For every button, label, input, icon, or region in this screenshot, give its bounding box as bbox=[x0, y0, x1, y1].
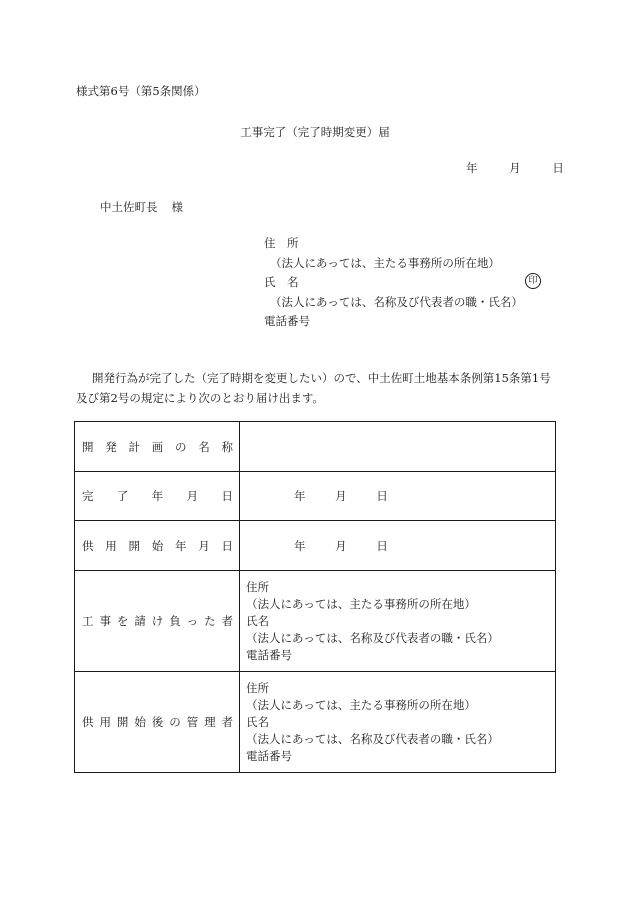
label-char: 開 bbox=[116, 715, 129, 729]
label-char: 画 bbox=[151, 439, 164, 454]
label-char: け bbox=[151, 614, 164, 628]
table-row bbox=[75, 472, 556, 521]
applicant-name-note: （法人にあっては、名称及び代表者の職・氏名） bbox=[270, 294, 523, 309]
applicant-name-label: 氏 名 bbox=[264, 275, 299, 289]
contractor-phone-label: 電話番号 bbox=[246, 647, 292, 662]
row-label-completion-date bbox=[75, 488, 239, 504]
label-char: た bbox=[204, 614, 216, 628]
label-char: 供 bbox=[82, 538, 94, 553]
date-month-unit: 月 bbox=[509, 161, 521, 175]
date-year-unit: 年 bbox=[466, 161, 478, 175]
label-cell bbox=[75, 422, 240, 472]
label-char: の bbox=[169, 715, 181, 729]
label-cell bbox=[75, 672, 240, 773]
label-char: 年 bbox=[175, 538, 187, 553]
label-char: 始 bbox=[134, 715, 146, 729]
submission-date bbox=[466, 160, 564, 176]
seal-mark: 印 bbox=[525, 273, 541, 289]
addressee bbox=[100, 199, 183, 215]
row-label-contractor bbox=[75, 613, 239, 629]
table-row bbox=[75, 521, 556, 571]
completion-year-unit: 年 bbox=[294, 489, 306, 503]
document-title: 工事完了（完了時期変更）届 bbox=[240, 125, 390, 139]
label-char: 理 bbox=[204, 715, 216, 729]
completion-month-unit: 月 bbox=[335, 489, 347, 503]
label-char: 請 bbox=[134, 614, 146, 628]
label-char: 負 bbox=[169, 614, 181, 628]
label-char: 名 bbox=[198, 439, 210, 454]
contractor-address-note: （法人にあっては、主たる事務所の所在地） bbox=[246, 596, 476, 611]
table-row bbox=[75, 571, 556, 672]
manager-field[interactable] bbox=[240, 672, 556, 773]
contractor-field[interactable] bbox=[240, 571, 556, 672]
row-label-development-plan-name bbox=[75, 439, 239, 455]
label-char: 年 bbox=[151, 489, 164, 503]
completion-day-unit: 日 bbox=[376, 489, 388, 503]
label-cell bbox=[75, 472, 240, 521]
label-char: 供 bbox=[82, 715, 94, 729]
label-char: 始 bbox=[151, 538, 164, 553]
body-text: 開発行為が完了した（完了時期を変更したい）ので、中土佐町土地基本条例第15条第1号及び第2号の規定により次のとおり届け出ます。 bbox=[76, 371, 551, 405]
label-char: 開 bbox=[82, 439, 94, 454]
label-char: を bbox=[116, 614, 129, 628]
label-char: の bbox=[175, 439, 187, 454]
date-day-unit: 日 bbox=[552, 161, 564, 175]
table-row bbox=[75, 672, 556, 773]
completion-date-field[interactable] bbox=[240, 472, 556, 521]
label-char: 計 bbox=[128, 439, 140, 454]
applicant-address-note: （法人にあっては、主たる事務所の所在地） bbox=[270, 255, 500, 270]
applicant-address-label: 住 所 bbox=[264, 236, 299, 250]
row-label-service-start-date bbox=[75, 538, 239, 554]
label-char: 後 bbox=[151, 715, 164, 729]
label-char: 事 bbox=[99, 614, 111, 628]
table-row bbox=[75, 422, 556, 472]
label-char: 用 bbox=[105, 538, 117, 553]
label-char: 月 bbox=[198, 538, 210, 553]
service-year-unit: 年 bbox=[294, 538, 306, 553]
label-char: 月 bbox=[186, 489, 199, 503]
label-char: 称 bbox=[221, 439, 233, 454]
form-table bbox=[74, 421, 556, 773]
manager-name-note: （法人にあっては、名称及び代表者の職・氏名） bbox=[246, 731, 499, 746]
addressee-name: 中土佐町長 bbox=[100, 200, 158, 214]
development-plan-name-field[interactable] bbox=[240, 422, 556, 472]
row-label-post-service-manager bbox=[75, 714, 239, 730]
label-char: 日 bbox=[221, 489, 233, 503]
label-char: 日 bbox=[221, 538, 233, 553]
label-char: 用 bbox=[99, 715, 111, 729]
form-number: 様式第6号（第5条関係） bbox=[76, 84, 206, 98]
contractor-name-label: 氏名 bbox=[246, 613, 269, 628]
label-char: 者 bbox=[221, 614, 233, 628]
label-char: 管 bbox=[186, 715, 199, 729]
label-cell bbox=[75, 571, 240, 672]
addressee-honorific: 様 bbox=[171, 200, 183, 214]
label-char: 開 bbox=[128, 538, 140, 553]
manager-phone-label: 電話番号 bbox=[246, 748, 292, 763]
contractor-name-note: （法人にあっては、名称及び代表者の職・氏名） bbox=[246, 630, 499, 645]
manager-address-label: 住所 bbox=[246, 680, 269, 695]
label-char: 発 bbox=[105, 439, 117, 454]
service-month-unit: 月 bbox=[335, 538, 347, 553]
applicant-block bbox=[264, 234, 523, 332]
label-char: 了 bbox=[116, 489, 129, 503]
manager-address-note: （法人にあっては、主たる事務所の所在地） bbox=[246, 697, 476, 712]
label-char: 工 bbox=[82, 614, 94, 628]
service-day-unit: 日 bbox=[376, 538, 388, 553]
label-char: っ bbox=[186, 614, 199, 628]
service-start-date-field[interactable] bbox=[240, 521, 556, 571]
label-cell bbox=[75, 521, 240, 571]
applicant-phone-label: 電話番号 bbox=[264, 314, 310, 328]
label-char: 完 bbox=[82, 489, 94, 503]
manager-name-label: 氏名 bbox=[246, 714, 269, 729]
label-char: 者 bbox=[221, 715, 233, 729]
contractor-address-label: 住所 bbox=[246, 579, 269, 594]
